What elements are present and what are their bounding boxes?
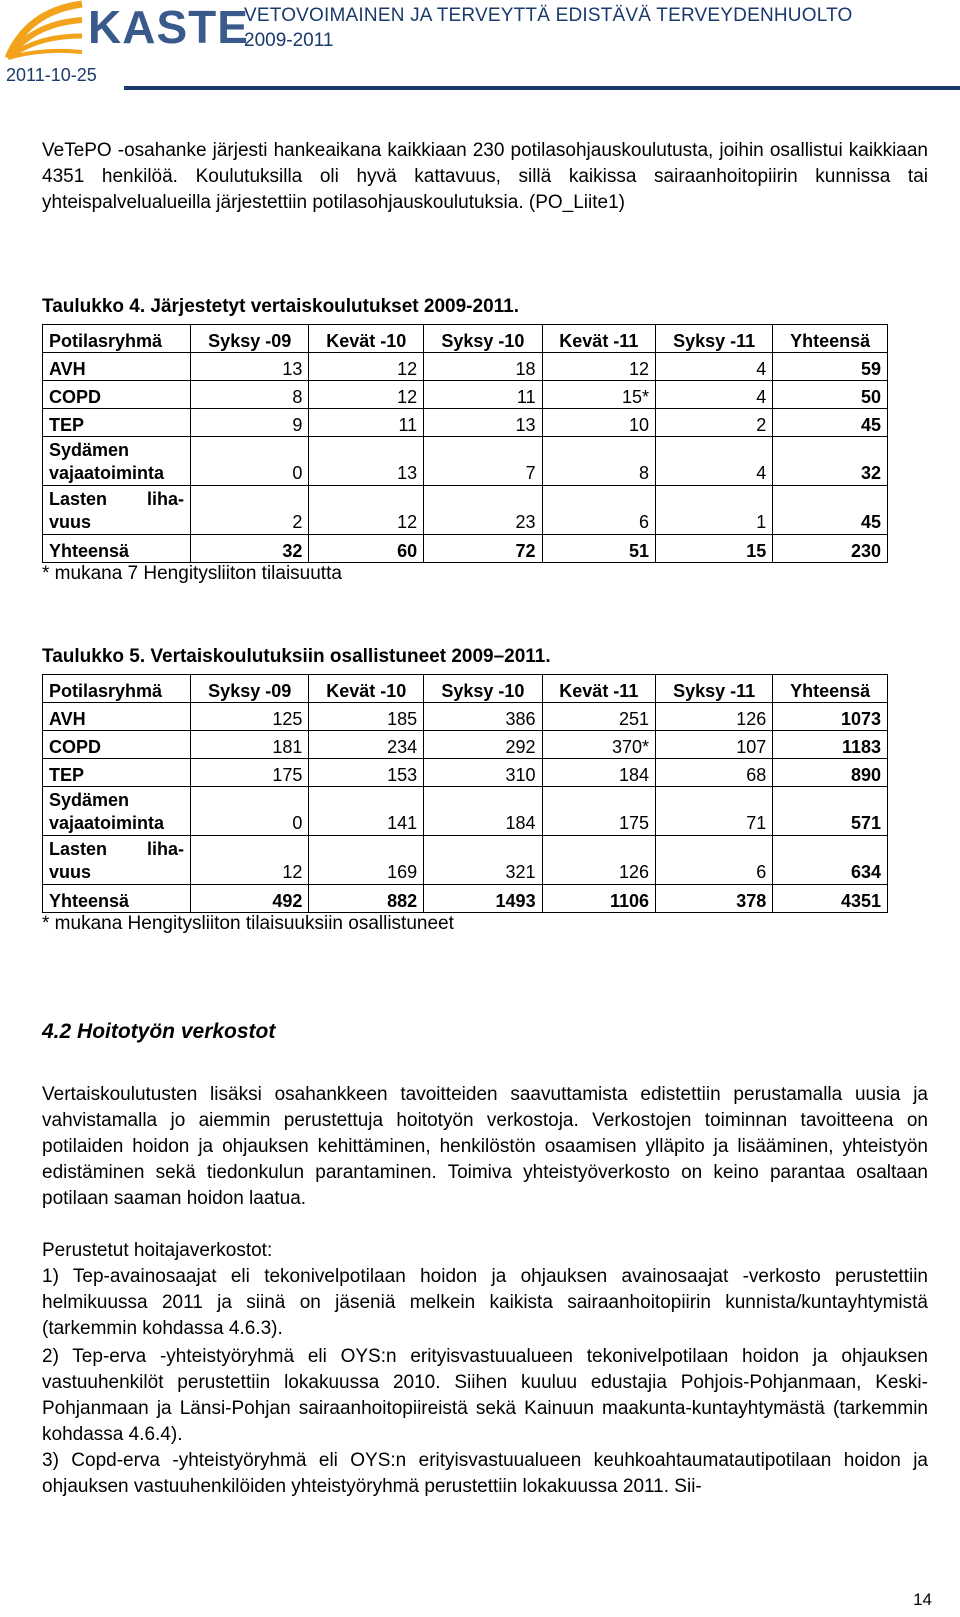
table-row — [43, 486, 888, 535]
table-cell: 15 — [656, 535, 773, 563]
table-cell: 60 — [309, 535, 424, 563]
column-header: Kevät -11 — [542, 675, 655, 703]
row-total: 634 — [773, 836, 888, 885]
column-header: Kevät -10 — [309, 675, 424, 703]
row-label-word: Lasten — [49, 839, 108, 859]
row-total: 571 — [773, 787, 888, 836]
column-header: Syksy -10 — [424, 325, 542, 353]
row-label: COPD — [43, 731, 191, 759]
table-cell: 23 — [424, 486, 542, 535]
row-label — [43, 486, 191, 535]
table-cell: 175 — [542, 787, 655, 836]
row-label: TEP — [43, 759, 191, 787]
table-header-row — [43, 325, 888, 353]
row-total: 4351 — [773, 885, 888, 913]
table5-footnote: * mukana Hengitysliiton tilaisuuksiin osallistuneet — [42, 913, 454, 934]
table-cell: 51 — [542, 535, 655, 563]
table-cell: 125 — [191, 703, 309, 731]
row-label: COPD — [43, 381, 191, 409]
table-cell: 370* — [542, 731, 655, 759]
intro-paragraph: VeTePO -osahanke järjesti hankeaikana kaikkiaan 230 potilasohjauskoulutusta, joihin osallistui kaikkiaan 4351 henkilöä. Koulutuksilla oli hyvä kattavuus, sillä kaikissa sairaanhoitopiirin kunnissa tai yhteispalvelualueilla järjestettiin potilasohjauskoulutuksia. (PO_Liite1) — [42, 140, 928, 213]
table-total-row — [43, 885, 888, 913]
column-header: Syksy -11 — [656, 675, 773, 703]
table-cell: 1 — [656, 486, 773, 535]
section-heading: 4.2 Hoitotyön verkostot — [42, 1020, 276, 1043]
table-cell: 0 — [191, 437, 309, 486]
table-cell: 153 — [309, 759, 424, 787]
page-number: 14 — [913, 1590, 932, 1609]
table-cell: 11 — [309, 409, 424, 437]
table-cell: 1493 — [424, 885, 542, 913]
table-cell: 1106 — [542, 885, 655, 913]
table4 — [42, 324, 888, 563]
header-divider — [124, 86, 960, 90]
table-cell: 126 — [542, 836, 655, 885]
table-cell: 8 — [191, 381, 309, 409]
row-label-line: vuus — [49, 862, 92, 882]
column-header: Syksy -09 — [191, 675, 309, 703]
column-header: Kevät -10 — [309, 325, 424, 353]
table5-caption: Taulukko 5. Vertaiskoulutuksiin osallistuneet 2009–2011. — [42, 646, 551, 667]
row-label-line: Sydämen — [49, 790, 130, 810]
header-title: VETOVOIMAINEN JA TERVEYTTÄ EDISTÄVÄ TERVEYDENHUOLTO — [244, 5, 853, 26]
table-cell: 126 — [656, 703, 773, 731]
table-cell: 141 — [309, 787, 424, 836]
row-label-line: Sydämen — [49, 440, 130, 460]
table-cell: 321 — [424, 836, 542, 885]
row-total: 1073 — [773, 703, 888, 731]
row-total: 230 — [773, 535, 888, 563]
row-label-line — [49, 488, 184, 511]
table4-footnote: * mukana 7 Hengitysliiton tilaisuutta — [42, 563, 342, 584]
row-label: Yhteensä — [43, 535, 191, 563]
network-list-item: 1) Tep-avainosaajat eli tekonivelpotilaan hoidon ja ohjauksen avainosaajat -verkosto perustettiin helmikuussa 2011 ja siinä on jäseniä melkein kaikista sairaanhoitopiirin kunnista/kuntayhtymistä (tarkemmin kohdassa 4.6.3). — [42, 1266, 928, 1339]
table-cell: 310 — [424, 759, 542, 787]
table-cell: 175 — [191, 759, 309, 787]
logo-text: KASTE — [88, 1, 249, 53]
table-cell: 882 — [309, 885, 424, 913]
table-cell: 185 — [309, 703, 424, 731]
row-label: Yhteensä — [43, 885, 191, 913]
row-label: AVH — [43, 353, 191, 381]
row-label — [43, 836, 191, 885]
table-cell: 234 — [309, 731, 424, 759]
table-cell: 7 — [424, 437, 542, 486]
row-total: 45 — [773, 486, 888, 535]
table-cell: 292 — [424, 731, 542, 759]
row-total: 59 — [773, 353, 888, 381]
table-cell: 15* — [542, 381, 655, 409]
kaste-logo-icon — [4, 0, 84, 62]
table-cell: 10 — [542, 409, 655, 437]
table-row — [43, 703, 888, 731]
row-label-word: liha- — [146, 489, 184, 509]
table-row — [43, 787, 888, 836]
table-total-row — [43, 535, 888, 563]
table-row — [43, 731, 888, 759]
table-cell: 2 — [656, 409, 773, 437]
table-cell: 184 — [424, 787, 542, 836]
table-cell: 72 — [424, 535, 542, 563]
table-row — [43, 409, 888, 437]
row-total: 1183 — [773, 731, 888, 759]
table-cell: 68 — [656, 759, 773, 787]
table-cell: 4 — [656, 381, 773, 409]
table-cell: 181 — [191, 731, 309, 759]
table4-caption: Taulukko 4. Järjestetyt vertaiskoulutukset 2009-2011. — [42, 296, 519, 317]
column-header: Kevät -11 — [542, 325, 655, 353]
table-cell: 4 — [656, 437, 773, 486]
column-header: Potilasryhmä — [43, 325, 191, 353]
table-cell: 251 — [542, 703, 655, 731]
row-total: 45 — [773, 409, 888, 437]
network-list-intro: Perustetut hoitajaverkostot: — [42, 1240, 273, 1261]
header-years: 2009-2011 — [244, 30, 334, 51]
column-header: Syksy -10 — [424, 675, 542, 703]
row-label: TEP — [43, 409, 191, 437]
page-header — [0, 0, 960, 92]
table-cell: 184 — [542, 759, 655, 787]
table-row — [43, 759, 888, 787]
column-header: Syksy -09 — [191, 325, 309, 353]
table-cell: 12 — [309, 486, 424, 535]
row-label-line — [49, 838, 184, 861]
column-header: Potilasryhmä — [43, 675, 191, 703]
row-total: 32 — [773, 437, 888, 486]
network-list-item: 2) Tep-erva -yhteistyöryhmä eli OYS:n erityisvastuualueen tekonivelpotilaan hoidon ja ohjauksen vastuuhenkilöt perustettiin lokakuussa 2010. Siihen kuuluu edustajia Pohjois-Pohjanmaan, Keski-Pohjanmaan ja Länsi-Pohjan sairaanhoitopiireistä sekä Kainuun maakunta-kuntayhtymästä (tarkemmin kohdassa 4.6.4). — [42, 1346, 928, 1445]
row-label-line: vajaatoiminta — [49, 813, 165, 833]
table5 — [42, 674, 888, 913]
table-cell: 71 — [656, 787, 773, 836]
table-cell: 169 — [309, 836, 424, 885]
table-cell: 8 — [542, 437, 655, 486]
table-cell: 18 — [424, 353, 542, 381]
row-total: 890 — [773, 759, 888, 787]
table-row — [43, 437, 888, 486]
row-label: AVH — [43, 703, 191, 731]
table-cell: 6 — [542, 486, 655, 535]
table-cell: 6 — [656, 836, 773, 885]
column-header: Syksy -11 — [656, 325, 773, 353]
row-label-word: Lasten — [49, 489, 108, 509]
table-cell: 11 — [424, 381, 542, 409]
column-header: Yhteensä — [773, 675, 888, 703]
table-cell: 0 — [191, 787, 309, 836]
row-label-line: vajaatoiminta — [49, 463, 165, 483]
row-label — [43, 437, 191, 486]
column-header: Yhteensä — [773, 325, 888, 353]
table-cell: 12 — [542, 353, 655, 381]
table-row — [43, 381, 888, 409]
table-cell: 13 — [191, 353, 309, 381]
table-header-row — [43, 675, 888, 703]
section-paragraph: Vertaiskoulutusten lisäksi osahankkeen tavoitteiden saavuttamista edistettiin perustamalla uusia ja vahvistamalla jo aiemmin perustettuja hoitotyön verkostoja. Verkostojen toiminnan tavoitteena on potilaiden hoidon ja ohjauksen kehittäminen, henkilöstön osaamisen ylläpito ja lisääminen, yhteistyön edistäminen sekä tiedonkulun parantaminen. Toimiva yhteistyöverkosto on keino parantaa osaltaan potilaan saaman hoidon laatua. — [42, 1084, 928, 1209]
table-cell: 13 — [309, 437, 424, 486]
table-cell: 107 — [656, 731, 773, 759]
table-cell: 32 — [191, 535, 309, 563]
table-cell: 386 — [424, 703, 542, 731]
table-cell: 2 — [191, 486, 309, 535]
row-label-line: vuus — [49, 512, 92, 532]
table-cell: 378 — [656, 885, 773, 913]
row-label — [43, 787, 191, 836]
table-cell: 9 — [191, 409, 309, 437]
table-cell: 12 — [309, 381, 424, 409]
table-cell: 12 — [191, 836, 309, 885]
table-cell: 12 — [309, 353, 424, 381]
table-cell: 4 — [656, 353, 773, 381]
table-cell: 492 — [191, 885, 309, 913]
row-total: 50 — [773, 381, 888, 409]
network-list-item: 3) Copd-erva -yhteistyöryhmä eli OYS:n erityisvastuualueen keuhkoahtaumatautipotilaan hoidon ja ohjauksen vastuuhenkilöiden yhteistyöryhmä perustettiin lokakuussa 2011. Sii- — [42, 1450, 928, 1497]
header-date: 2011-10-25 — [6, 65, 97, 85]
table-cell: 13 — [424, 409, 542, 437]
table-row — [43, 353, 888, 381]
row-label-word: liha- — [146, 839, 184, 859]
table-row — [43, 836, 888, 885]
